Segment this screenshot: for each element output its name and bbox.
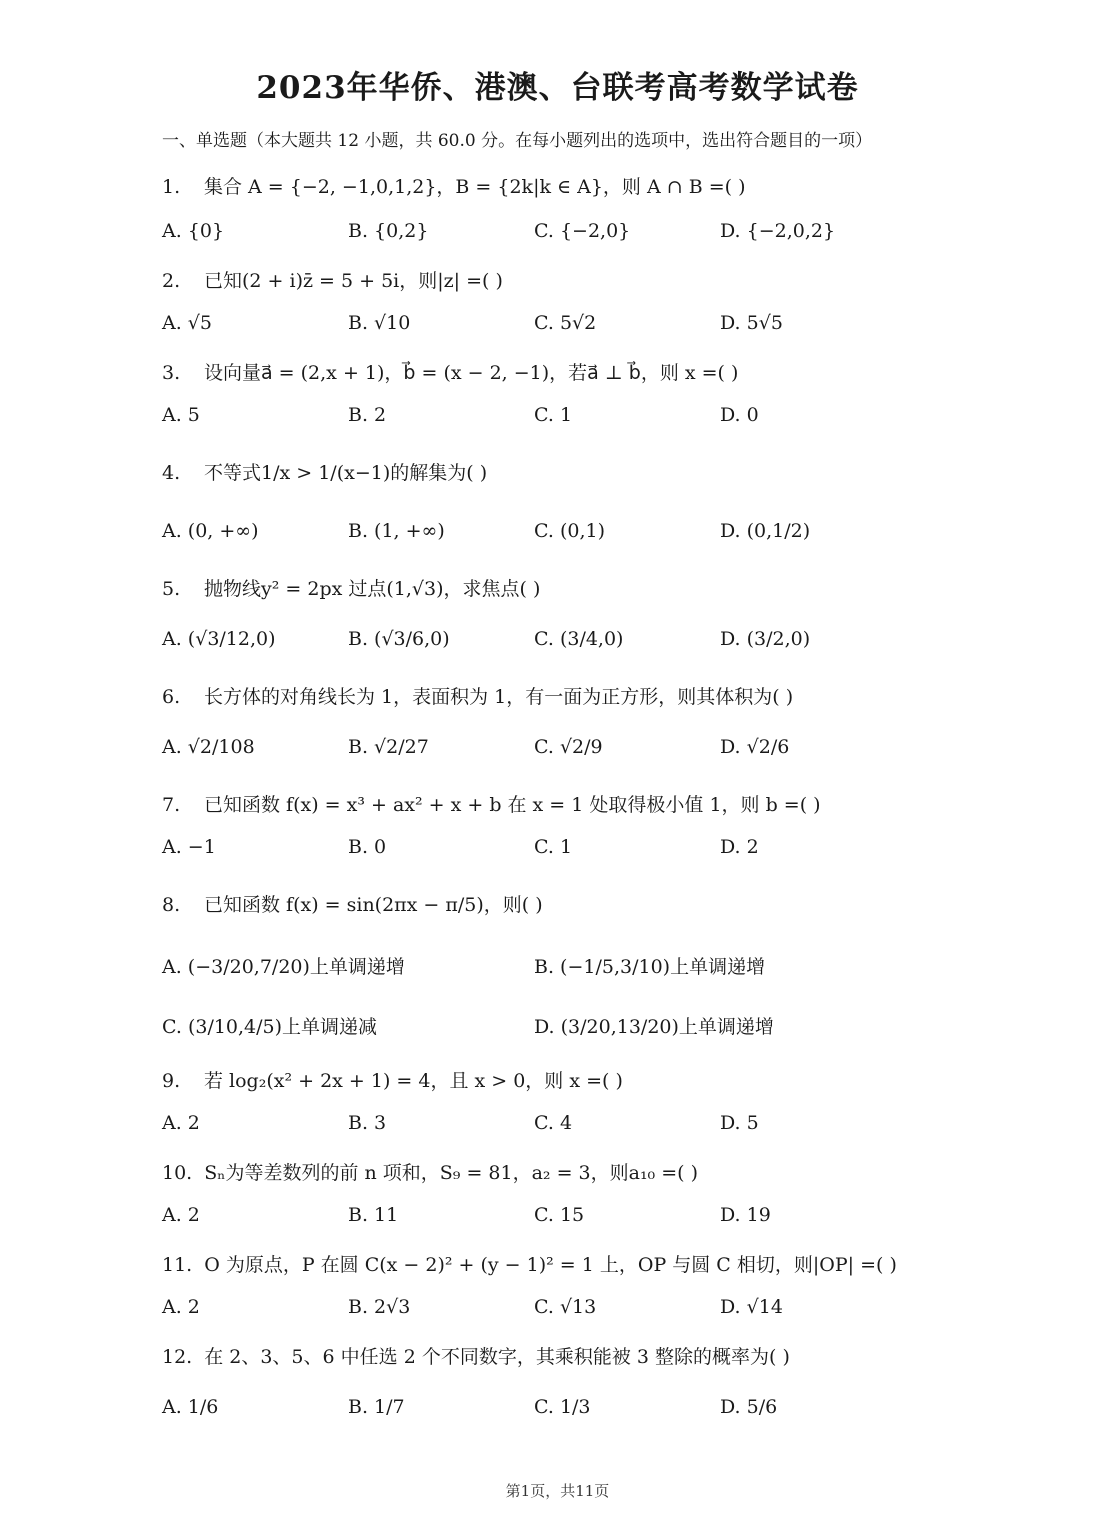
question-1 [162, 172, 745, 199]
question-number: 1. [162, 176, 181, 198]
section-heading: 一、单选题（本大题共 12 小题，共 60.0 分。在每小题列出的选项中，选出符合题目的一项） [162, 131, 873, 151]
option-c: C. (0,1) [534, 520, 605, 542]
question-text: 抛物线y² = 2px 过点(1,√3)，求焦点( ) [204, 578, 541, 600]
question-text: 若 log₂(x² + 2x + 1) = 4，且 x > 0，则 x =( ) [204, 1070, 623, 1092]
option-c: C. 1/3 [534, 1396, 591, 1418]
option-d: D. (0,1/2) [720, 520, 811, 542]
options-7 [162, 836, 962, 870]
question-text: 集合 A = {−2, −1,0,1,2}，B = {2k|k ∈ A}，则 A ∩ B =( ) [204, 176, 746, 198]
option-b: B. (−1/5,3/10)上单调递增 [534, 956, 766, 978]
option-c: C. {−2,0} [534, 220, 631, 242]
question-12 [162, 1342, 790, 1369]
option-a: A. −1 [162, 836, 216, 858]
option-d: D. 5/6 [720, 1396, 778, 1418]
question-7 [162, 790, 821, 817]
question-number: 10. [162, 1162, 193, 1184]
question-text: 不等式1/x > 1/(x−1)的解集为( ) [204, 462, 488, 484]
option-c: C. √13 [534, 1296, 597, 1318]
option-b: B. (√3/6,0) [348, 628, 450, 650]
question-number: 4. [162, 462, 181, 484]
option-b: B. 2 [348, 404, 387, 426]
option-b: B. (1, +∞) [348, 520, 445, 542]
option-c: C. 1 [534, 404, 573, 426]
option-c: C. √2/9 [534, 736, 603, 758]
option-b: B. {0,2} [348, 220, 429, 242]
option-c: C. 15 [534, 1204, 585, 1226]
option-b: B. √10 [348, 312, 411, 334]
question-2 [162, 266, 503, 293]
option-a: A. √5 [162, 312, 212, 334]
page-footer: 第1页，共11页 [505, 1482, 610, 1500]
option-d: D. 2 [720, 836, 759, 858]
option-c: C. (3/10,4/5)上单调递减 [162, 1016, 378, 1038]
option-b: B. 3 [348, 1112, 387, 1134]
question-number: 11. [162, 1254, 193, 1276]
options-1 [162, 220, 962, 254]
options-6 [162, 736, 962, 770]
options-3 [162, 404, 962, 438]
option-c: C. 5√2 [534, 312, 597, 334]
question-text: 长方体的对角线长为 1，表面积为 1，有一面为正方形，则其体积为( ) [204, 686, 794, 708]
option-a: A. 2 [162, 1296, 200, 1318]
question-number: 9. [162, 1070, 181, 1092]
question-4 [162, 458, 487, 485]
options-5 [162, 628, 962, 662]
option-a: A. √2/108 [162, 736, 255, 758]
question-8 [162, 890, 543, 917]
question-text: 已知(2 + i)z̄ = 5 + 5i，则|z| =( ) [204, 270, 503, 292]
options-4 [162, 520, 962, 554]
option-d: D. 19 [720, 1204, 771, 1226]
option-d: D. 0 [720, 404, 759, 426]
question-text: 已知函数 f(x) = sin(2πx − π/5)，则( ) [204, 894, 543, 916]
option-b: B. 1/7 [348, 1396, 405, 1418]
question-number: 2. [162, 270, 181, 292]
option-b: B. 11 [348, 1204, 399, 1226]
option-b: B. √2/27 [348, 736, 429, 758]
option-d: D. {−2,0,2} [720, 220, 836, 242]
option-a: A. (√3/12,0) [162, 628, 276, 650]
option-b: B. 2√3 [348, 1296, 411, 1318]
question-text: 在 2、3、5、6 中任选 2 个不同数字，其乘积能被 3 整除的概率为( ) [204, 1346, 790, 1368]
question-number: 3. [162, 362, 181, 384]
option-a: A. 5 [162, 404, 200, 426]
question-6 [162, 682, 793, 709]
page-title: 2023年华侨、港澳、台联考高考数学试卷 [256, 70, 859, 106]
option-c: C. 1 [534, 836, 573, 858]
options-11 [162, 1296, 962, 1330]
question-number: 7. [162, 794, 181, 816]
option-c: C. (3/4,0) [534, 628, 624, 650]
question-text: O 为原点，P 在圆 C(x − 2)² + (y − 1)² = 1 上，OP 与圆 C 相切，则|OP| =( ) [204, 1254, 897, 1276]
question-5 [162, 574, 540, 601]
question-text: 已知函数 f(x) = x³ + ax² + x + b 在 x = 1 处取得极小值 1，则 b =( ) [204, 794, 821, 816]
question-number: 12. [162, 1346, 193, 1368]
option-d: D. √2/6 [720, 736, 790, 758]
options-10 [162, 1204, 962, 1238]
options-9 [162, 1112, 962, 1146]
option-a: A. {0} [162, 220, 225, 242]
option-a: A. (0, +∞) [162, 520, 259, 542]
option-b: B. 0 [348, 836, 387, 858]
question-number: 6. [162, 686, 181, 708]
option-d: D. 5 [720, 1112, 759, 1134]
option-a: A. 2 [162, 1112, 200, 1134]
option-d: D. (3/2,0) [720, 628, 811, 650]
question-3 [162, 358, 738, 385]
question-number: 8. [162, 894, 181, 916]
option-d: D. (3/20,13/20)上单调递增 [534, 1016, 774, 1038]
question-text: Sₙ为等差数列的前 n 项和，S₉ = 81，a₂ = 3，则a₁₀ =( ) [204, 1162, 698, 1184]
question-11 [162, 1250, 897, 1277]
question-9 [162, 1066, 623, 1093]
question-number: 5. [162, 578, 181, 600]
option-a: A. 2 [162, 1204, 200, 1226]
question-text: 设向量a⃗ = (2,x + 1)，b⃗ = (x − 2, −1)，若a⃗ ⊥ b⃗，则 x =( ) [204, 362, 739, 384]
option-d: D. 5√5 [720, 312, 783, 334]
option-a: A. (−3/20,7/20)上单调递增 [162, 956, 405, 978]
option-c: C. 4 [534, 1112, 573, 1134]
option-a: A. 1/6 [162, 1396, 219, 1418]
option-d: D. √14 [720, 1296, 783, 1318]
question-10 [162, 1158, 698, 1185]
options-12 [162, 1396, 962, 1430]
options-2 [162, 312, 962, 346]
